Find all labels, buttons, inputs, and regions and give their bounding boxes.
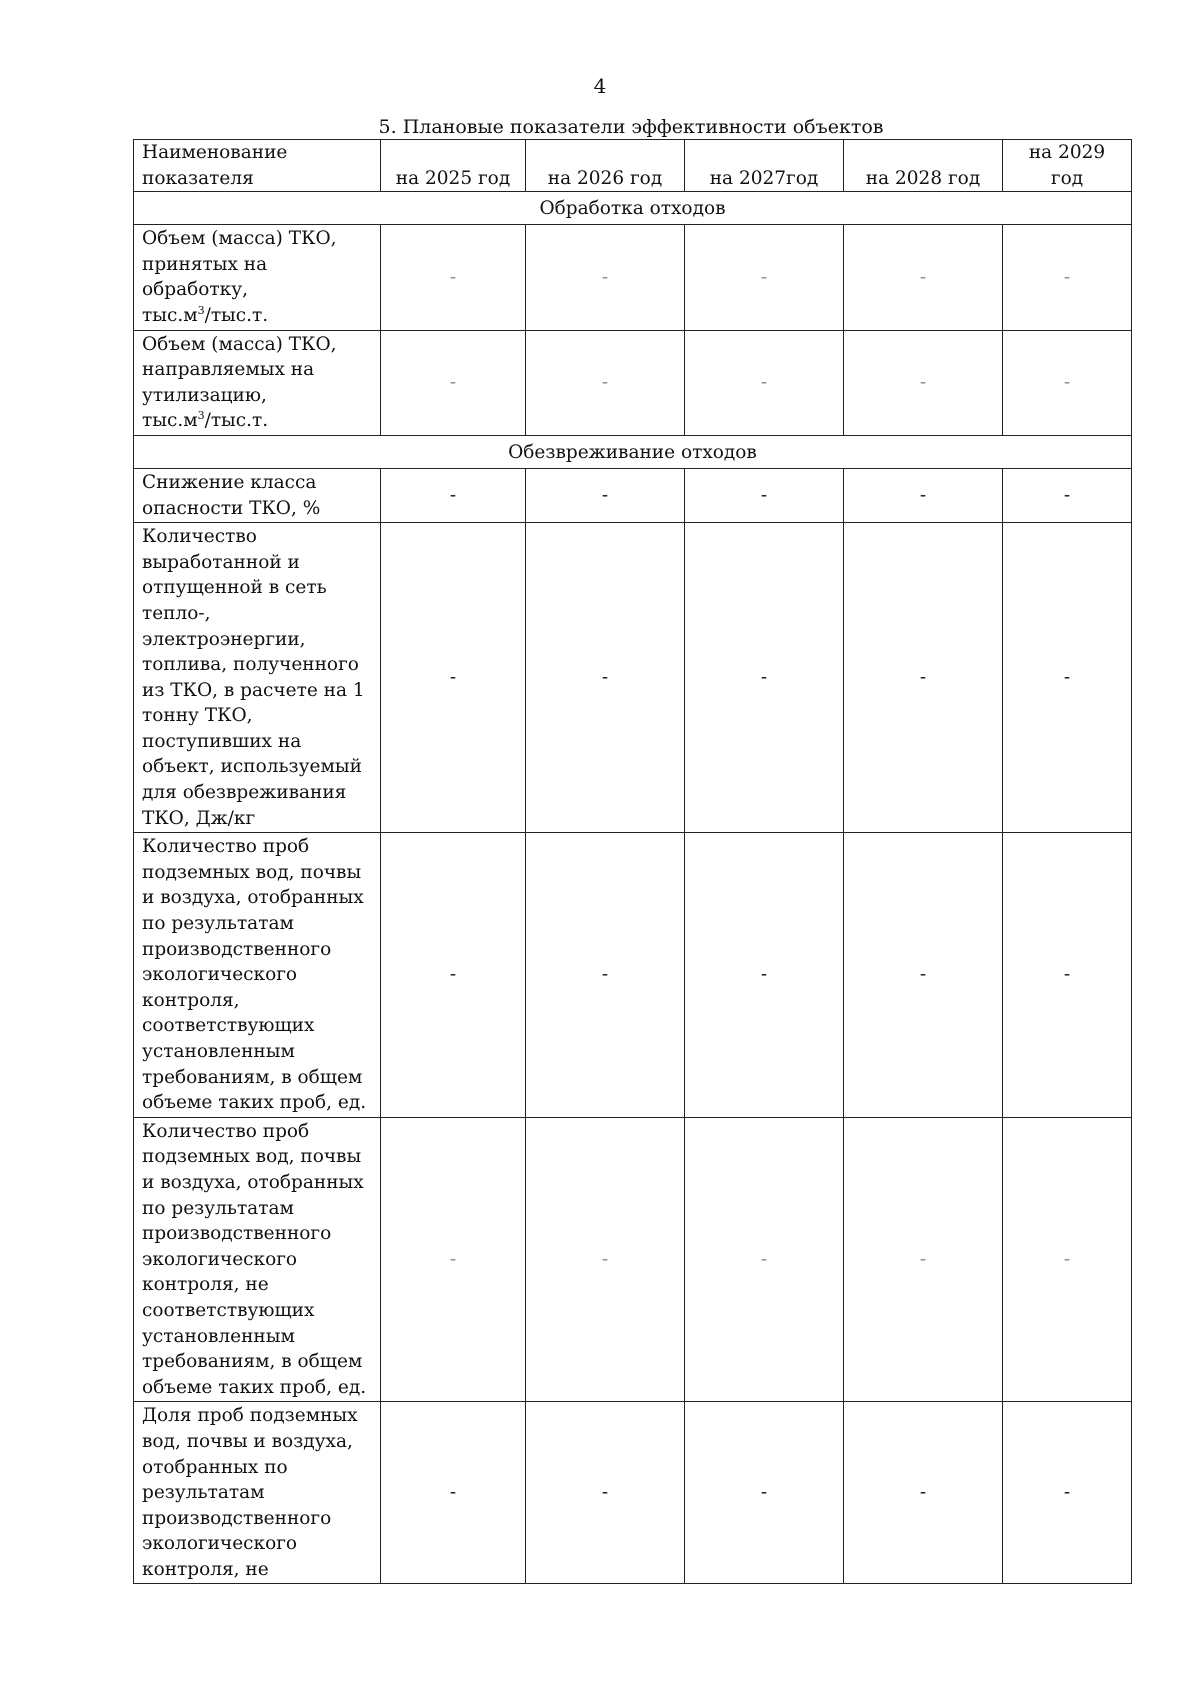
value-cell: - [381, 225, 526, 330]
value-cell: - [526, 225, 685, 330]
indicator-name: Количество проб подземных вод, почвы и воздуха, отобранных по результатам производственного экологического контроля, не соответствующих установленным требованиям, в общем объеме таких проб, ед. [134, 1117, 381, 1402]
unit-prefix: тыс.м [142, 410, 198, 432]
indicator-name: Количество проб подземных вод, почвы и воздуха, отобранных по результатам производственного экологического контроля, соответствующих установленным требованиям, в общем объеме таких проб, ед. [134, 833, 381, 1118]
table-row [134, 225, 1132, 330]
value-cell: - [381, 1117, 526, 1402]
section-title-processing: Обработка отходов [134, 192, 1132, 225]
section-row [134, 192, 1132, 225]
header-year-2025: на 2025 год [381, 140, 526, 192]
value-cell: - [381, 468, 526, 522]
unit-suffix: /тыс.т. [204, 410, 269, 432]
value-cell: - [1003, 1117, 1132, 1402]
value-cell: - [381, 833, 526, 1118]
value-cell: - [526, 330, 685, 435]
value-cell: - [381, 330, 526, 435]
header-year-2027: на 2027год [685, 140, 844, 192]
value-cell: - [526, 1117, 685, 1402]
value-cell: - [526, 523, 685, 833]
value-cell: - [844, 833, 1003, 1118]
value-cell: - [526, 468, 685, 522]
unit-suffix: /тыс.т. [204, 304, 269, 326]
indicator-name [134, 330, 381, 435]
value-cell: - [844, 1402, 1003, 1584]
value-cell: - [1003, 1402, 1132, 1584]
value-cell: - [844, 468, 1003, 522]
value-cell: - [685, 1402, 844, 1584]
value-cell: - [685, 523, 844, 833]
table-row [134, 523, 1132, 833]
indicator-name: Количество выработанной и отпущенной в сеть тепло-, электроэнергии, топлива, полученного из ТКО, в расчете на 1 тонну ТКО, поступивших на объект, используемый для обезвреживания ТКО, Дж/кг [134, 523, 381, 833]
indicator-name [134, 225, 381, 330]
table-title: 5. Плановые показатели эффективности объектов [378, 116, 884, 138]
header-indicator-name: Наименование показателя [134, 140, 381, 192]
value-cell: - [1003, 833, 1132, 1118]
section-title-neutralization: Обезвреживание отходов [134, 435, 1132, 468]
table-row [134, 330, 1132, 435]
table-row [134, 833, 1132, 1118]
table-header-row [134, 140, 1132, 192]
header-year-2026: на 2026 год [526, 140, 685, 192]
unit-superscript: 3 [197, 303, 205, 317]
value-cell: - [1003, 523, 1132, 833]
header-year-2029: на 2029 год [1003, 140, 1132, 192]
value-cell: - [685, 225, 844, 330]
indicator-name: Доля проб подземных вод, почвы и воздуха, отобранных по результатам производственного экологического контроля, не [134, 1402, 381, 1584]
unit-superscript: 3 [197, 409, 205, 423]
indicators-table [133, 139, 1132, 1584]
indicator-name: Снижение класса опасности ТКО, % [134, 468, 381, 522]
table-row [134, 468, 1132, 522]
value-cell: - [844, 225, 1003, 330]
value-cell: - [526, 1402, 685, 1584]
value-cell: - [844, 330, 1003, 435]
value-cell: - [844, 1117, 1003, 1402]
value-cell: - [1003, 330, 1132, 435]
value-cell: - [685, 468, 844, 522]
indicator-name-text: Объем (масса) ТКО, принятых на обработку, [142, 228, 337, 301]
value-cell: - [844, 523, 1003, 833]
indicator-name-text: Объем (масса) ТКО, направляемых на утилизацию, [142, 333, 337, 406]
value-cell: - [1003, 225, 1132, 330]
value-cell: - [381, 523, 526, 833]
value-cell: - [381, 1402, 526, 1584]
value-cell: - [526, 833, 685, 1118]
value-cell: - [685, 1117, 844, 1402]
value-cell: - [685, 833, 844, 1118]
table-row [134, 1117, 1132, 1402]
value-cell: - [685, 330, 844, 435]
section-row [134, 435, 1132, 468]
header-year-2028: на 2028 год [844, 140, 1003, 192]
unit-prefix: тыс.м [142, 304, 198, 326]
table-row [134, 1402, 1132, 1584]
page-number: 4 [593, 74, 607, 98]
value-cell: - [1003, 468, 1132, 522]
